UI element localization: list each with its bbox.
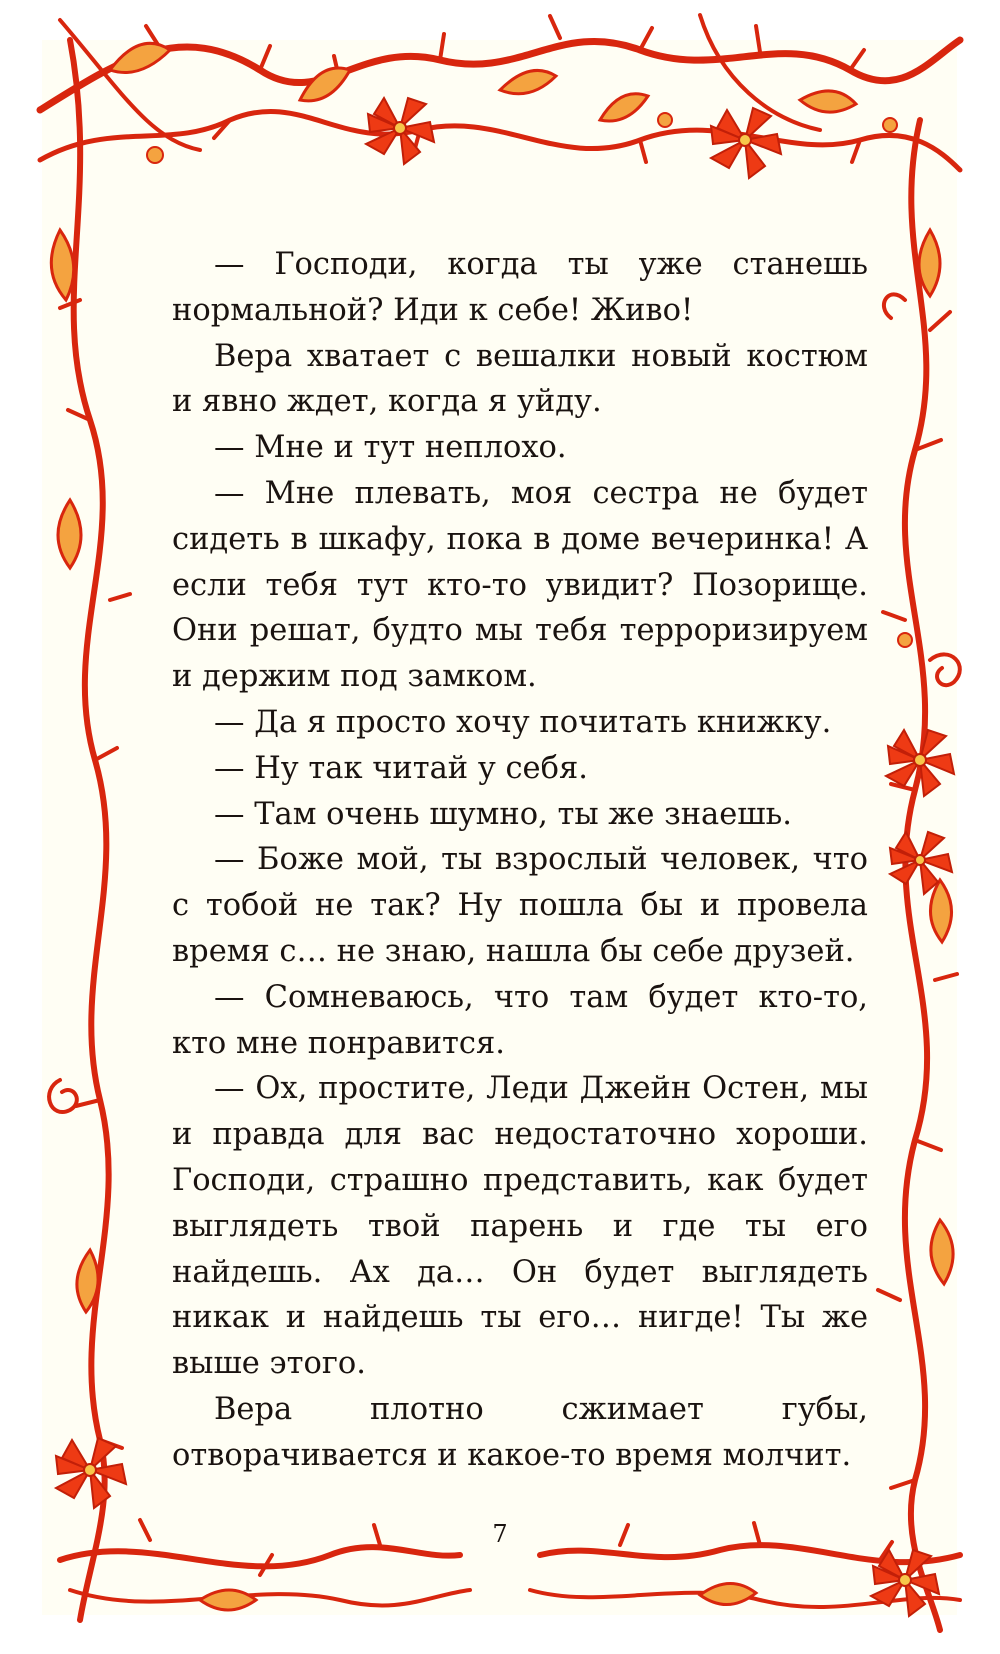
paragraph: — Боже мой, ты взрослый человек, что с тобой не так? Ну пошла бы и провела время с… не знаю, нашла бы себе друзей. xyxy=(172,842,868,969)
paragraph: — Там очень шумно, ты же знаешь. xyxy=(214,796,792,832)
paragraph: — Господи, когда ты уже станешь нормальной? Иди к себе! Живо! xyxy=(172,247,868,328)
paragraph: — Да я просто хочу почитать книжку. xyxy=(214,704,832,740)
flower-top-2 xyxy=(711,108,781,178)
flower-bottom-left xyxy=(56,1438,126,1508)
left-vine xyxy=(70,40,109,1620)
paragraph: — Ох, простите, Леди Джейн Остен, мы и правда для вас недостаточно хороши. Господи, страшно представить, как будет выглядеть твой парень и где ты его найдешь. Ах да… Он будет выглядеть никак и найдешь ты его… нигде! Ты же выше этого. xyxy=(172,1071,868,1382)
flower-top-1 xyxy=(366,98,434,164)
paragraph: — Сомневаюсь, что там будет кто-то, кто мне понравится. xyxy=(172,979,868,1061)
paragraph: Вера хватает с вешалки новый костюм и явно ждет, когда я уйду. xyxy=(172,338,868,420)
body-text xyxy=(172,242,868,1479)
paragraph: — Мне и тут неплохо. xyxy=(214,430,567,466)
paragraph: — Мне плевать, моя сестра не будет сидеть в шкафу, пока в доме вечеринка! А если тебя тут кто-то увидит? Позорище. Они решат, будто мы тебя терроризируем и держим под замком. xyxy=(172,475,868,695)
paragraph: Вера плотно сжимает губы, отворачивается и какое-то время молчит. xyxy=(172,1391,868,1473)
page-number: 7 xyxy=(492,1520,508,1548)
paragraph: — Ну так читай у себя. xyxy=(214,750,588,786)
bottom-vine xyxy=(60,1547,460,1566)
